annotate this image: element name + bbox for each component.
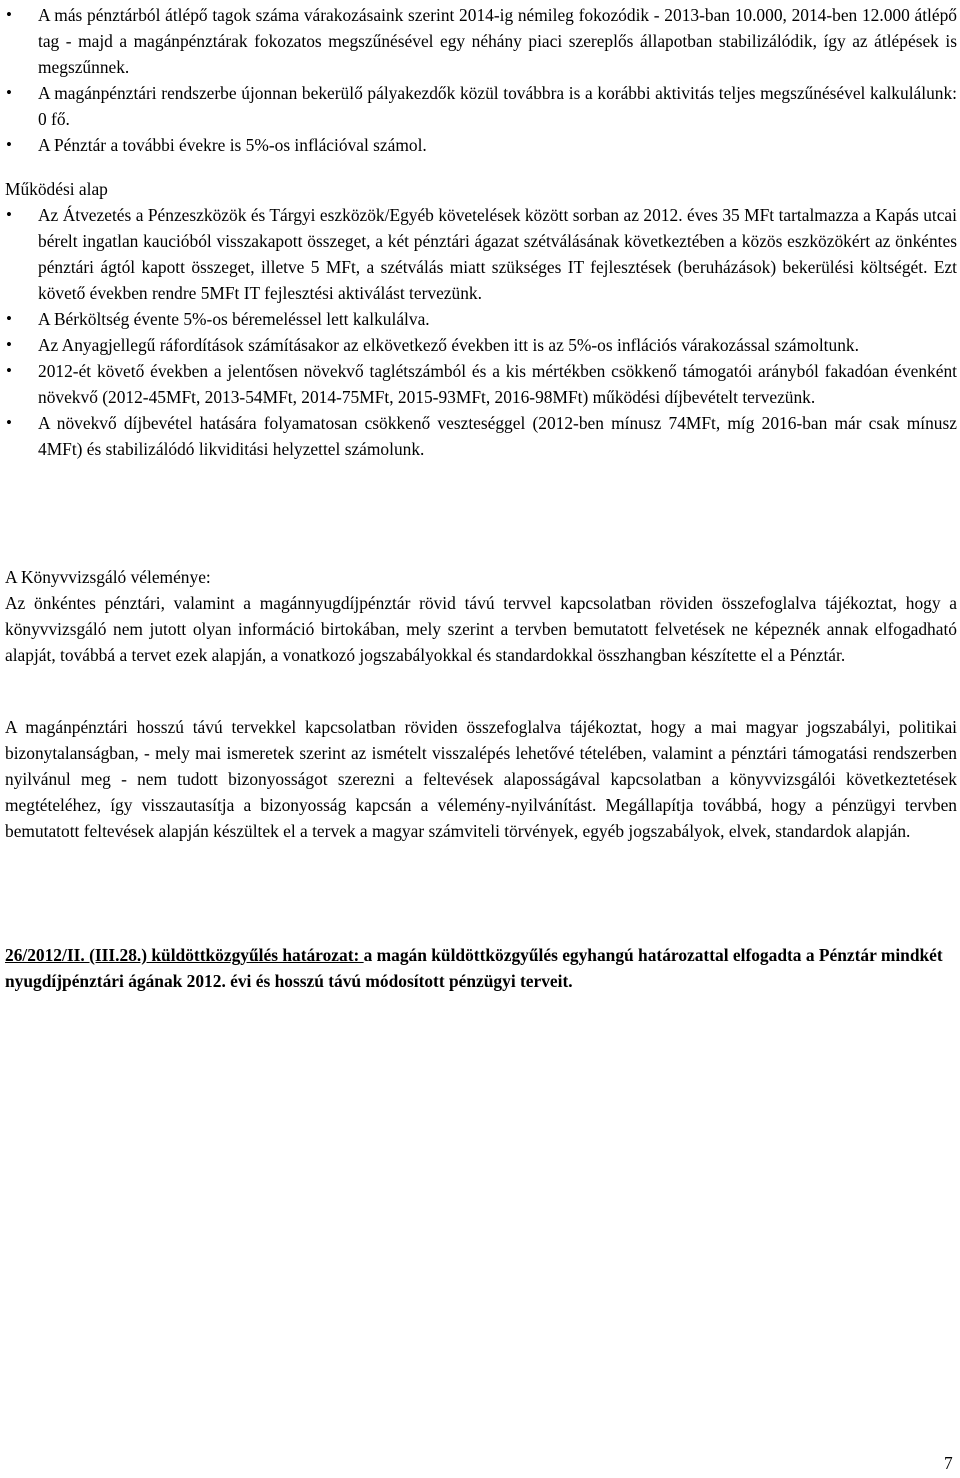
operating-bullet-list <box>0 202 957 462</box>
list-item <box>0 306 957 332</box>
list-item-text: A Pénztár a további évekre is 5%-os inflációval számol. <box>38 135 427 155</box>
bullet-icon: • <box>6 5 12 24</box>
resolution-paragraph <box>5 942 957 994</box>
list-item-text: Az Anyagjellegű ráfordítások számításakor az elkövetkező években itt is az 5%-os inflációs várakozással számoltunk. <box>38 335 859 355</box>
list-item <box>0 332 957 358</box>
list-item-text: Az Átvezetés a Pénzeszközök és Tárgyi eszközök/Egyéb követelések között sorban az 2012. éves 35 MFt tartalmazza a Kapás utcai bérelt ingatlan kaucióból visszakapott összeget, a két pénztári ágazat szétválásának következtében a közös eszközökért az önkéntes pénztári ágtól kapott összeget, illetve 5 MFt, a szétválás miatt szükséges IT fejlesztések (beruházások) bekerülési költségét. Ezt követő években rendre 5MFt IT fejlesztési aktiválást tervezünk. <box>38 205 957 303</box>
bullet-icon: • <box>6 83 12 102</box>
list-item <box>0 202 957 306</box>
list-item <box>0 410 957 462</box>
resolution-reference: 26/2012/II. (III.28.) küldöttközgyűlés határozat: <box>5 945 364 965</box>
auditor-paragraph-short-term: Az önkéntes pénztári, valamint a magánnyugdíjpénztár rövid távú tervvel kapcsolatban röviden összefoglalva tájékoztat, hogy a könyvvizsgáló nem jutott olyan információ birtokában, mely szerint a tervben bemutatott felvetések ne képeznék annak elfogadható alapját, továbbá a tervet ezek alapján, a vonatkozó jogszabályokkal és standardokkal összhangban készítette el a Pénztár. <box>5 593 957 665</box>
bullet-icon: • <box>6 309 12 328</box>
auditor-heading: A Könyvvizsgáló véleménye: <box>5 567 211 587</box>
list-item-text: A más pénztárból átlépő tagok száma várakozásaink szerint 2014-ig némileg fokozódik - 2013-ban 10.000, 2014-ben 12.000 átlépő tag - majd a magánpénztárak fokozatos megszűnésével egy néhány piaci szereplős állapotban stabilizálódik, így az átlépések is megszűnnek. <box>38 5 957 77</box>
list-item-text: A növekvő díjbevétel hatására folyamatosan csökkenő veszteséggel (2012-ben mínusz 74MFt, míg 2016-ban már csak mínusz 4MFt) és stabilizálódó likviditási helyzettel számolunk. <box>38 413 957 459</box>
bullet-icon: • <box>6 335 12 354</box>
bullet-icon: • <box>6 361 12 380</box>
resolution-text: a magán küldöttközgyűlés egyhangú határozattal elfogadta a Pénztár mindkét nyugdíjpénztári ágának 2012. évi és hosszú távú módosított pénzügyi terveit. <box>5 945 943 991</box>
list-item-text: 2012-ét követő években a jelentősen növekvő taglétszámból és a kis mértékben csökkenő támogatói arányból fakadóan évenként növekvő (2012-45MFt, 2013-54MFt, 2014-75MFt, 2015-93MFt, 2016-98MFt) működési díjbevételt tervezünk. <box>38 361 957 407</box>
list-item <box>0 80 957 132</box>
list-item <box>0 2 957 80</box>
bullet-icon: • <box>6 135 12 154</box>
top-bullet-list <box>0 2 957 158</box>
bullet-icon: • <box>6 205 12 224</box>
bullet-icon: • <box>6 413 12 432</box>
auditor-paragraph-long-term: A magánpénztári hosszú távú tervekkel kapcsolatban röviden összefoglalva tájékoztat, hogy a mai magyar jogszabályi, politikai bizonytalanságban, - mely mai ismeretek szerint az ismételt visszalépés lehetővé tételében, valamint a pénztári támogatási rendszerben nyilvánul meg - nem tudott bizonyosságot szerezni a feltevések alaposságával kapcsolatban a könyvvizsgálói következtetések megtételéhez, így visszautasítja a bizonyosság kapcsán a vélemény-nyilvánítást. Megállapítja továbbá, hogy a pénzügyi tervben bemutatott feltevések alapján készültek el a tervek a magyar számviteli törvények, egyéb jogszabályok, elvek, standardok alapján. <box>5 717 957 841</box>
list-item <box>0 358 957 410</box>
list-item-text: A magánpénztári rendszerbe újonnan bekerülő pályakezdők közül továbbra is a korábbi aktivitás teljes megszűnésével kalkulálunk: 0 fő. <box>38 83 957 129</box>
section-heading: Működési alap <box>5 179 108 199</box>
list-item-text: A Bérköltség évente 5%-os béremeléssel lett kalkulálva. <box>38 309 430 329</box>
page-number: 7 <box>944 1453 953 1473</box>
list-item <box>0 132 957 158</box>
